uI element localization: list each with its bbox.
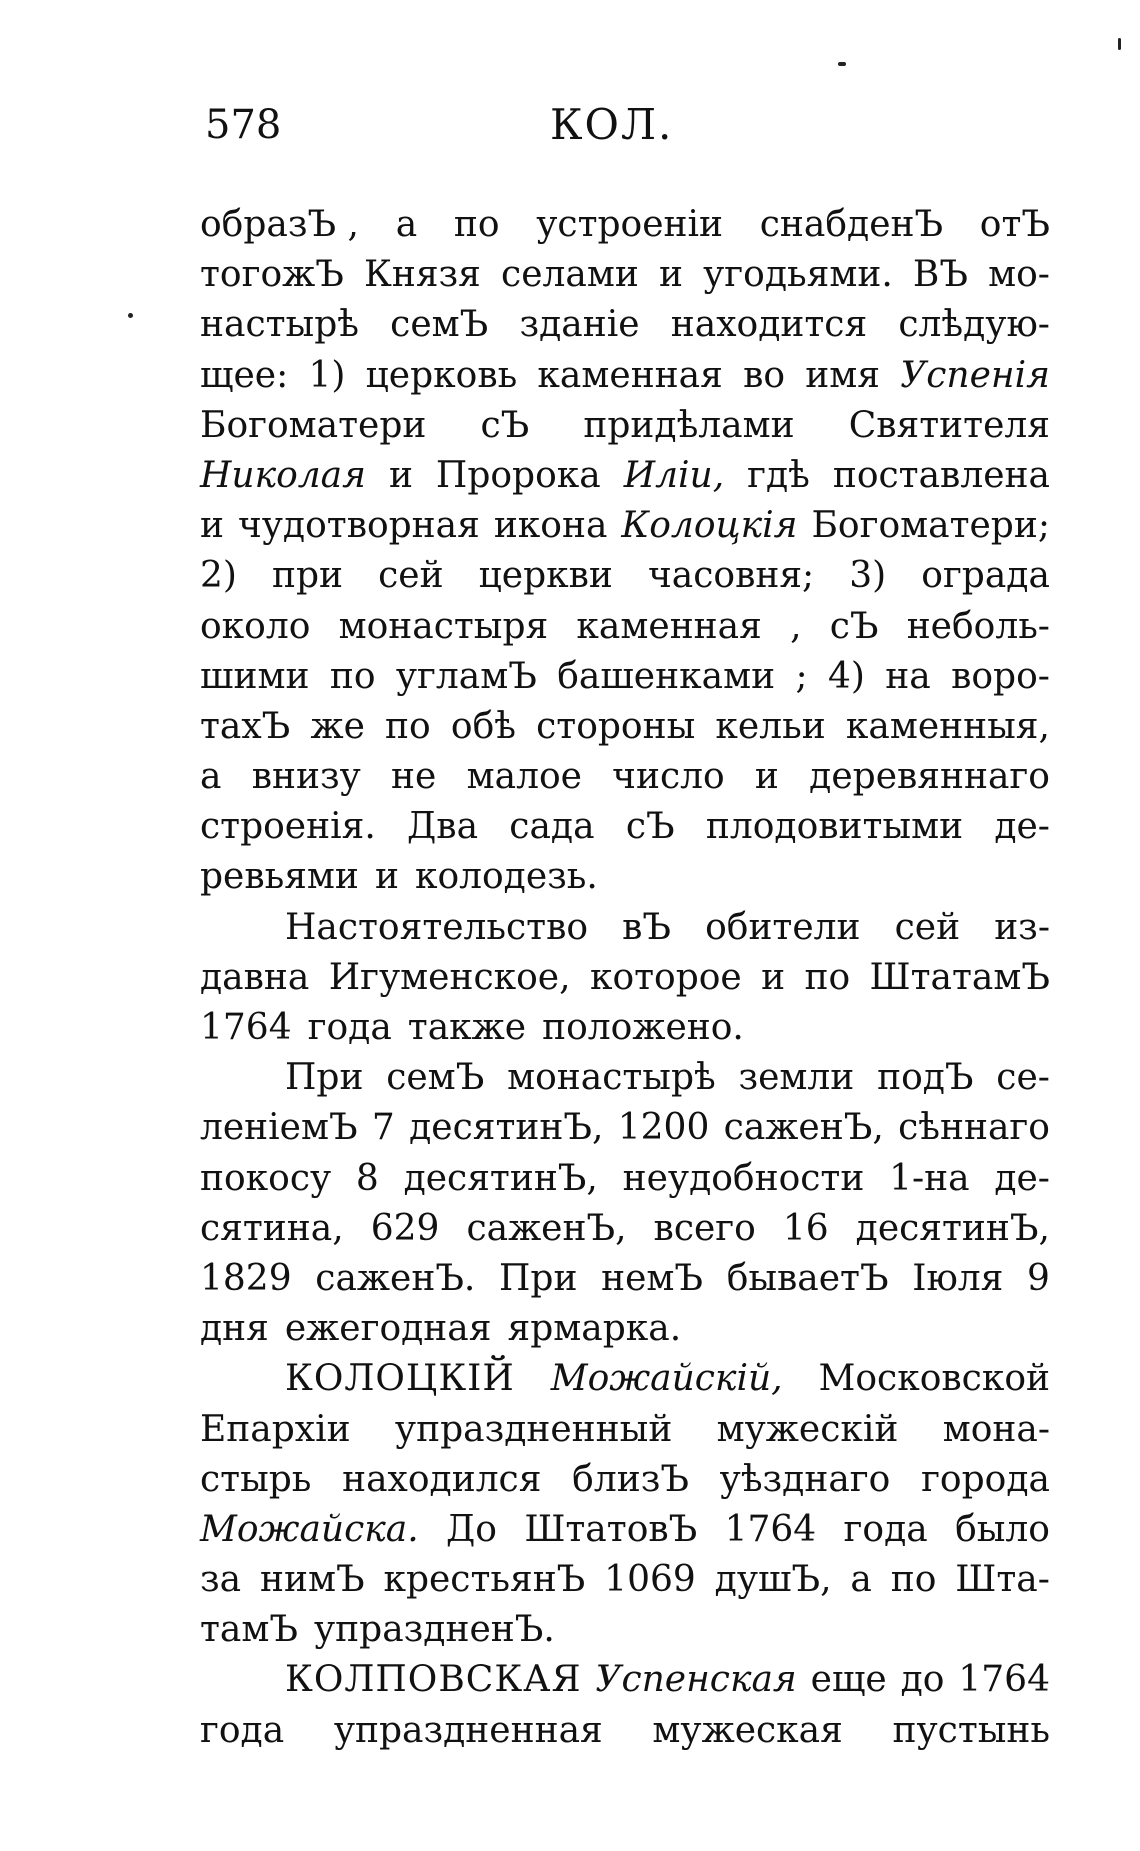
word: близЪ	[572, 1458, 689, 1500]
word: тамЪ	[200, 1609, 298, 1651]
text-line	[200, 551, 1050, 601]
word: каменныя,	[845, 705, 1050, 747]
word: При	[285, 1057, 364, 1099]
word: и	[761, 956, 786, 998]
text-line	[200, 702, 1050, 752]
word: давна	[200, 956, 310, 998]
word: 7	[371, 1107, 395, 1149]
word: Два	[407, 806, 479, 848]
word: 1764	[724, 1508, 817, 1550]
word: каменная	[537, 354, 723, 396]
word: часовня;	[647, 555, 815, 597]
word: Князя	[363, 254, 481, 296]
word: по	[453, 204, 500, 245]
word: до	[900, 1659, 945, 1701]
word: шими	[200, 655, 310, 697]
word: десятинЪ,	[403, 1157, 598, 1199]
word: сей	[894, 906, 961, 948]
word: из-	[994, 906, 1050, 948]
word: семЪ	[386, 1057, 485, 1099]
word: Колоцкiя	[621, 505, 798, 547]
word: неудобности	[622, 1157, 865, 1199]
word: покосу	[200, 1157, 332, 1199]
text-line	[200, 300, 1050, 350]
word: обители	[705, 906, 861, 948]
word: тогожЪ	[200, 254, 344, 296]
word: положено.	[542, 1007, 744, 1048]
word: города	[921, 1458, 1050, 1500]
word: ревьями	[200, 856, 359, 898]
word: угламЪ	[395, 655, 537, 697]
word: десятинЪ,	[855, 1207, 1050, 1249]
word: де-	[994, 1157, 1050, 1199]
text-line	[200, 1154, 1050, 1204]
word: года	[843, 1508, 928, 1550]
word: упраздненЪ.	[313, 1609, 555, 1651]
word: строенiя.	[200, 806, 376, 848]
word: 1764	[200, 1007, 292, 1048]
text-line	[200, 1455, 1050, 1505]
word: каменная	[576, 605, 762, 647]
word: отЪ	[979, 204, 1050, 245]
word: нимЪ	[259, 1559, 365, 1601]
word: сЪ	[480, 404, 530, 446]
text-line	[200, 1103, 1050, 1153]
word: Московской	[818, 1358, 1050, 1400]
word: При	[499, 1257, 578, 1299]
word: мужескiй	[716, 1408, 899, 1450]
word: не	[391, 756, 437, 798]
word: мо-	[988, 254, 1050, 296]
word: по	[804, 956, 851, 998]
text-line	[200, 401, 1050, 451]
word: Святителя	[848, 404, 1050, 446]
word: 3)	[849, 555, 887, 597]
word: сей	[378, 555, 444, 597]
word: образЪ ,	[200, 204, 359, 245]
text-line	[200, 1405, 1050, 1455]
word: зданiе	[519, 304, 640, 346]
word: пустынь	[892, 1709, 1050, 1751]
word: устроенiи	[536, 204, 724, 245]
word: мона-	[942, 1408, 1050, 1450]
text-line	[200, 1706, 1050, 1756]
text-line	[200, 351, 1050, 401]
word: башенками	[557, 655, 776, 697]
word: ,	[790, 605, 802, 647]
word: земли	[738, 1057, 855, 1099]
word: саженЪ,	[466, 1207, 627, 1249]
word: Успенiя	[900, 354, 1050, 396]
word: всего	[653, 1207, 756, 1249]
word: придѣлами	[583, 404, 795, 446]
word: мужеская	[652, 1709, 843, 1751]
word: 1764	[958, 1659, 1050, 1701]
word: немЪ	[601, 1257, 704, 1299]
word: тахЪ	[200, 705, 291, 747]
word: саженЪ.	[315, 1257, 476, 1299]
word: Пророка	[435, 454, 601, 496]
word: колодезь.	[414, 856, 598, 898]
word: малое	[466, 756, 582, 798]
word: и	[200, 505, 224, 547]
word: на	[885, 655, 931, 697]
word: около	[200, 605, 311, 647]
word: стороны	[536, 705, 696, 747]
text-line	[200, 1304, 1050, 1354]
word: ленiемЪ	[200, 1107, 358, 1149]
word: Можайскiй,	[550, 1358, 783, 1400]
word: сЪ	[829, 605, 879, 647]
word: во	[743, 354, 786, 396]
word: саженЪ,	[723, 1107, 884, 1149]
text-line	[200, 1555, 1050, 1605]
word: 1)	[308, 354, 346, 396]
word: за	[200, 1559, 242, 1601]
word: 1-на	[889, 1157, 970, 1199]
text-line	[200, 752, 1050, 802]
word: же	[310, 705, 365, 747]
page-header	[205, 100, 1055, 160]
word: бываетЪ	[726, 1257, 889, 1299]
text-line	[200, 602, 1050, 652]
word: Николая	[200, 454, 366, 496]
word: икона	[493, 505, 608, 547]
word: кельи	[715, 705, 826, 747]
word: 629	[370, 1207, 440, 1249]
word: плодовитыми	[705, 806, 964, 848]
word: находится	[670, 304, 868, 346]
word: года	[200, 1709, 285, 1751]
word: де-	[994, 806, 1050, 848]
text-line	[200, 1053, 1050, 1103]
word: а	[395, 204, 418, 245]
word: ШтатамЪ	[869, 956, 1050, 998]
text-line	[200, 903, 1050, 953]
text-line	[200, 652, 1050, 702]
word: КОЛПОВСКАЯ	[285, 1659, 582, 1701]
word: 1829	[200, 1257, 292, 1299]
word: селами	[501, 254, 639, 296]
word: сятина,	[200, 1207, 344, 1249]
word: монастыря	[338, 605, 549, 647]
word: крестьянЪ	[383, 1559, 586, 1601]
word: слѣдую-	[898, 304, 1050, 346]
word: ежегодная	[284, 1308, 492, 1350]
word: монастырѣ	[507, 1057, 716, 1099]
word: Игуменское,	[328, 956, 571, 998]
word: при	[272, 555, 344, 597]
word: число	[612, 756, 725, 798]
word: имя	[805, 354, 880, 396]
text-line	[200, 1655, 1050, 1705]
word: До	[446, 1508, 497, 1550]
word: и	[374, 856, 399, 898]
word: чудотворная	[237, 505, 480, 547]
text-line	[200, 1254, 1050, 1304]
word: воро-	[951, 655, 1050, 697]
word: гдѣ	[747, 454, 810, 496]
word: поставлена	[832, 454, 1050, 496]
text-line	[200, 802, 1050, 852]
word: а	[850, 1559, 872, 1601]
word: стырь	[200, 1458, 312, 1500]
scan-speck	[838, 62, 846, 66]
word: находился	[342, 1458, 542, 1500]
text-line	[200, 501, 1050, 551]
word: по	[890, 1559, 937, 1601]
word: 1069	[604, 1559, 696, 1601]
text-line	[200, 1605, 1050, 1655]
word: года	[307, 1007, 392, 1048]
word: сЪ	[625, 806, 675, 848]
running-head: КОЛ.	[550, 100, 674, 149]
word: ШтатовЪ	[524, 1508, 698, 1550]
word: ограда	[921, 555, 1050, 597]
word: обѣ	[450, 705, 516, 747]
text-line	[200, 200, 1050, 250]
text-line	[200, 852, 1050, 902]
text-line	[200, 953, 1050, 1003]
word: и	[754, 756, 779, 798]
word: Богоматери	[200, 404, 427, 446]
word: неболь-	[906, 605, 1050, 647]
word: Илiи,	[623, 454, 725, 496]
word: и	[658, 254, 683, 296]
word: угодьями.	[703, 254, 893, 296]
word: Епархiи	[200, 1408, 351, 1450]
scan-speck	[1118, 38, 1121, 50]
word: 16	[782, 1207, 829, 1249]
word: упраздненная	[333, 1709, 603, 1751]
word: щее:	[200, 354, 289, 396]
word: еще	[810, 1659, 887, 1701]
text-line	[200, 1354, 1050, 1404]
text-line	[200, 1204, 1050, 1254]
word: снабденЪ	[759, 204, 944, 245]
text-line	[200, 1505, 1050, 1555]
word: ;	[795, 655, 808, 697]
word: 9	[1027, 1257, 1050, 1299]
word: церкви	[478, 555, 613, 597]
page-text	[200, 200, 1050, 1756]
word: Настоятельство	[285, 906, 589, 948]
word: ВЪ	[912, 254, 968, 296]
word: уѣзднаго	[719, 1458, 891, 1500]
word: 8	[355, 1157, 379, 1199]
word: настырѣ	[200, 304, 359, 346]
word: а	[200, 756, 222, 798]
word: ярмарка.	[507, 1308, 682, 1350]
word: деревяннаго	[809, 756, 1050, 798]
text-line	[200, 451, 1050, 501]
scan-speck	[128, 313, 133, 318]
word: которое	[589, 956, 742, 998]
word: Успенская	[595, 1659, 797, 1701]
page-number: 578	[205, 102, 282, 148]
word: упраздненный	[394, 1408, 673, 1450]
word: Шта-	[955, 1559, 1050, 1601]
word: было	[955, 1508, 1050, 1550]
word: сѣннаго	[898, 1107, 1050, 1149]
word: 2)	[200, 555, 237, 597]
word: Богоматери;	[811, 505, 1050, 547]
word: внизу	[251, 756, 361, 798]
word: семЪ	[390, 304, 489, 346]
word: 1200	[617, 1107, 710, 1149]
word: десятинЪ,	[409, 1107, 604, 1149]
text-line	[200, 1003, 1050, 1053]
word: церковь	[365, 354, 518, 396]
word: 4)	[827, 655, 865, 697]
word: по	[329, 655, 376, 697]
word: душЪ,	[714, 1559, 832, 1601]
word: Iюля	[912, 1257, 1004, 1299]
word: подЪ	[877, 1057, 974, 1099]
word: дня	[200, 1308, 269, 1350]
word: вЪ	[622, 906, 671, 948]
word: сада	[509, 806, 595, 848]
word: также	[407, 1007, 527, 1048]
word: по	[385, 705, 431, 747]
word: се-	[996, 1057, 1050, 1099]
word: КОЛОЦКIЙ	[285, 1358, 515, 1400]
word: Можайска.	[200, 1508, 419, 1550]
word: и	[388, 454, 413, 496]
text-line	[200, 250, 1050, 300]
